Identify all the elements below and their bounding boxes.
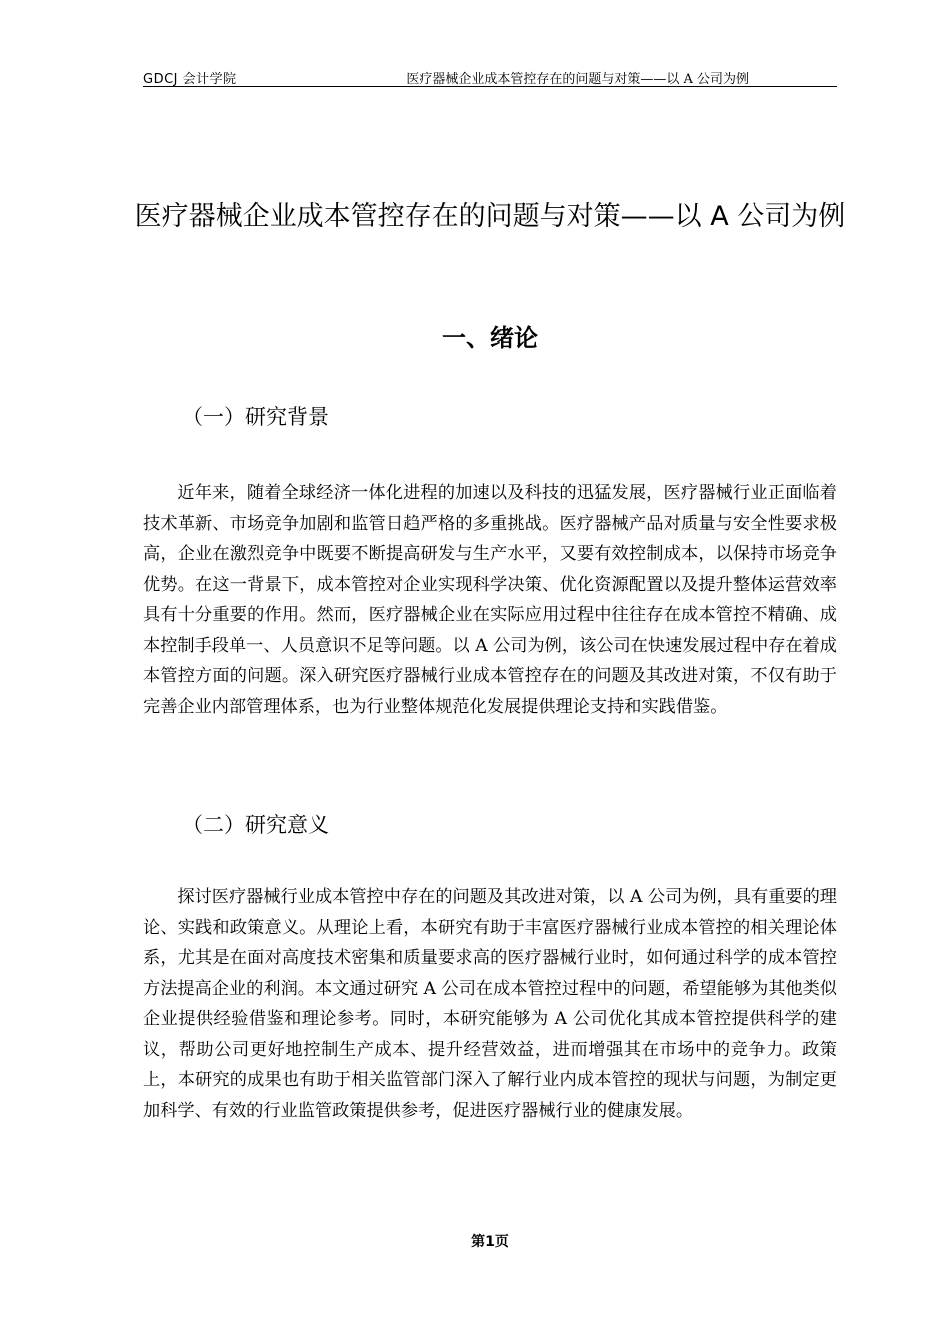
paragraph-background: 近年来，随着全球经济一体化进程的加速以及科技的迅猛发展，医疗器械行业正面临着技术革新、市场竞争加剧和监管日趋严格的多重挑战。医疗器械产品对质量与安全性要求极高，企业在激烈竞争中既要不断提高研发与生产水平，又要有效控制成本，以保持市场竞争优势。在这一背景下，成本管控对企业实现科学决策、优化资源配置以及提升整体运营效率具有十分重要的作用。然而，医疗器械企业在实际应用过程中往往存在成本管控不精确、成本控制手段单一、人员意识不足等问题。以 A 公司为例，该公司在快速发展过程中存在着成本管控方面的问题。深入研究医疗器械行业成本管控存在的问题及其改进对策，不仅有助于完善企业内部管理体系，也为行业整体规范化发展提供理论支持和实践借鉴。 — [143, 483, 837, 717]
page-header — [143, 66, 837, 87]
section-heading-significance: （二）研究意义 — [182, 813, 329, 837]
section-heading-background: （一）研究背景 — [182, 405, 329, 429]
header-document-title: 医疗器械企业成本管控存在的问题与对策——以 A 公司为例 — [406, 72, 749, 87]
document-title: 医疗器械企业成本管控存在的问题与对策——以 A 公司为例 — [134, 201, 846, 232]
paragraph-significance: 探讨医疗器械行业成本管控中存在的问题及其改进对策，以 A 公司为例，具有重要的理论、实践和政策意义。从理论上看，本研究有助于丰富医疗器械行业成本管控的相关理论体系，尤其是在面对高度技术密集和质量要求高的医疗器械行业时，如何通过科学的成本管控方法提高企业的利润。本文通过研究 A 公司在成本管控过程中的问题，希望能够为其他类似企业提供经验借鉴和理论参考。同时，本研究能够为 A 公司优化其成本管控提供科学的建议，帮助公司更好地控制生产成本、提升经营效益，进而增强其在市场中的竞争力。政策上，本研究的成果也有助于相关监管部门深入了解行业内成本管控的现状与问题，为制定更加科学、有效的行业监管政策提供参考，促进医疗器械行业的健康发展。 — [143, 887, 837, 1121]
page-number: 第1页 — [471, 1234, 509, 1250]
chapter-heading: 一、绪论 — [442, 324, 538, 352]
header-school-name: GDCJ 会计学院 — [143, 72, 237, 87]
